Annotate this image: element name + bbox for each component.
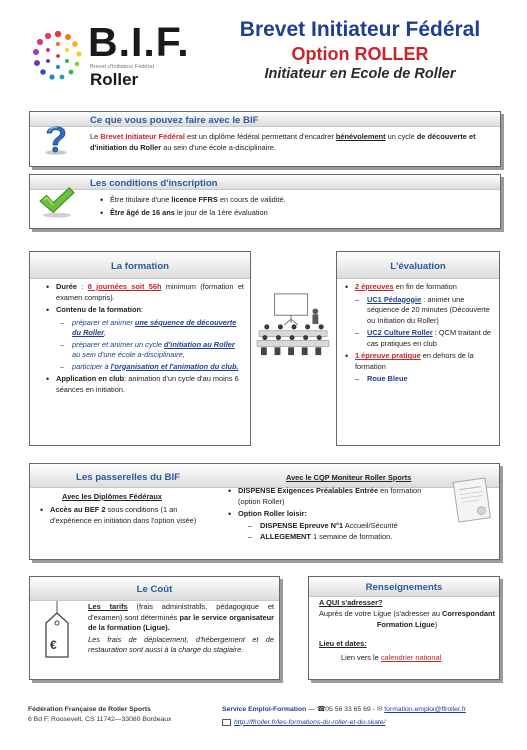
cout-heading: Le Coût	[136, 584, 173, 595]
sub-list-item: – ALLEGEMENT 1 semaine de formation.	[248, 532, 438, 543]
web-icon	[222, 719, 231, 726]
list-item: • Être titulaire d'une licence FFRS en cours de validité.	[98, 195, 498, 206]
list-item: • Application en club: animation d'un cycle d'au moins 6 séances en initiation.	[44, 374, 244, 395]
list-item: • Option Roller loisir: – DISPENSE Epreuve N°1 Accueil/Sécurité – ALLEGEMENT 1 semaine de formation.	[226, 509, 438, 543]
diplomes-list	[38, 505, 210, 528]
lieu-dates-label: Lieu et dates:	[319, 639, 367, 648]
logo-roller-text: Roller	[90, 70, 139, 89]
logo-text: B.I.F.	[88, 19, 190, 65]
sub-list-item: – UC2 Culture Roller : QCM traitant de cas pratiques en club	[355, 328, 493, 349]
sub-list-item: – participer à l'organisation et l'animation du club.	[60, 362, 244, 373]
footer-addr: 6 Bd F. Roosevelt, CS 11742—33080 Bordeaux	[28, 715, 172, 723]
sub-list-item: – DISPENSE Epreuve N°1 Accueil/Sécurité	[248, 521, 438, 532]
footer-email-link[interactable]: formation.emploi@ffroller.fr	[384, 706, 466, 713]
conditions-box	[29, 174, 501, 229]
page-title: Brevet Initiateur Fédéral	[239, 18, 481, 41]
diplomes-subheading: Avec les Diplômes Fédéraux	[62, 492, 162, 501]
price-tag-icon	[42, 601, 72, 661]
sub-list-item: – UC1 Pédagogie : animer une séquence de 20 minutes (Découverte ou Initiation du Roller)	[355, 295, 493, 327]
formation-box	[29, 251, 251, 446]
bif-info-text: Le Brevet Initiateur Fédéral est un diplôme fédéral permettant d'encadrer bénévolement un cycle de découverte et d'initiation du Roller au sein d'une école a-disciplinaire.	[90, 132, 476, 152]
formation-heading: La formation	[110, 261, 170, 272]
logo-dots-icon	[30, 28, 86, 84]
a-qui-text: Auprès de votre Ligue (s'adresser au Correspondant Formation Ligue)	[319, 609, 495, 629]
cqp-list	[226, 486, 438, 545]
lieu-dates-text: Lien vers le calendrier national	[341, 653, 442, 662]
bif-info-box	[29, 111, 501, 167]
list-item: • 2 épreuves en fin de formation – UC1 Pédagogie : animer une séquence de 20 minutes (Découverte ou Initiation du Roller) – UC2 Culture Roller : QCM traitant de cas pratiques en club	[343, 282, 493, 349]
list-item: • Contenu de la formation: – préparer et animer une séquence de découverte du Roller, – préparer et animer un cycle d'initiation au Roller au sein d'une école a-disciplinaire, – participer à l'organisation et l'animation du club.	[44, 305, 244, 372]
page-subtitle: Initiateur en Ecole de Roller	[264, 66, 456, 82]
logo-subtitle: Brevet d'Initiateur Fédéral	[90, 64, 154, 70]
evaluation-list	[343, 282, 493, 387]
passerelles-heading: Les passerelles du BIF	[76, 472, 180, 483]
list-item: • Accès au BEF 2 sous conditions (1 an d'expérience en initiation dans l'option visée)	[38, 505, 210, 526]
conditions-list	[98, 195, 498, 220]
footer-address	[28, 705, 171, 724]
sub-list-item: – préparer et animer un cycle d'initiation au Roller au sein d'une école a-disciplinaire,	[60, 340, 244, 361]
list-item: • Durée : 8 journées soit 56h minimum (formation et examen compris).	[44, 282, 244, 303]
footer-service: Service Emploi-Formation	[222, 706, 307, 713]
bif-info-heading: Ce que vous pouvez faire avec le BIF	[90, 115, 259, 126]
cout-text: Les tarifs (frais administratifs, pédagogique et d'examen) sont déterminés par le service organisateur de la formation (Ligue). Les frais de déplacement, d'hébergement et de restauration sont aussi à la charge du stagiaire.	[88, 602, 275, 655]
sub-list-item: – préparer et animer une séquence de découverte du Roller,	[60, 318, 244, 339]
bif-logo	[22, 20, 192, 92]
a-qui-label: A QUI s'adresser?	[319, 598, 383, 607]
passerelles-box	[29, 463, 500, 560]
evaluation-box	[336, 251, 500, 446]
list-item: • Être âgé de 16 ans le jour de la 1ère évaluation	[98, 208, 498, 219]
footer-phone: ☎05 56 33 65 69	[316, 706, 371, 713]
conditions-heading: Les conditions d'inscription	[90, 178, 218, 189]
sub-list-item: – Roue Bleue	[355, 374, 493, 385]
footer-org: Fédération Française de Roller Sports	[28, 706, 151, 713]
question-mark-icon	[41, 118, 71, 160]
certificate-icon	[450, 476, 494, 526]
renseignements-box	[308, 576, 500, 680]
mail-icon: ✉	[376, 706, 385, 713]
list-item: • DISPENSE Exigences Préalables Entrée en formation (option Roller)	[226, 486, 438, 507]
calendrier-link[interactable]: calendrier national	[380, 653, 442, 662]
cout-box	[29, 576, 280, 680]
footer-url-link[interactable]: http://ffroller.fr/les-formations-du-roller-et-du-skate/	[234, 718, 386, 726]
cqp-subheading: Avec le CQP Moniteur Roller Sports	[286, 473, 412, 482]
formation-list	[44, 282, 244, 397]
option-title: Option ROLLER	[291, 44, 429, 64]
checkmark-icon	[38, 186, 76, 218]
price-tag-symbol: €	[50, 638, 57, 652]
list-item: • 1 épreuve pratique en dehors de la formation – Roue Bleue	[343, 351, 493, 385]
evaluation-heading: L'évaluation	[390, 261, 446, 272]
renseignements-heading: Renseignements	[365, 582, 443, 593]
classroom-illustration	[255, 290, 333, 358]
footer-contact: Service Emploi-Formation — ☎05 56 33 65 69 - ✉ formation.emploi@ffroller.fr http://ffroller.fr/les-formations-du-roller-et-du-skate/	[222, 706, 466, 726]
